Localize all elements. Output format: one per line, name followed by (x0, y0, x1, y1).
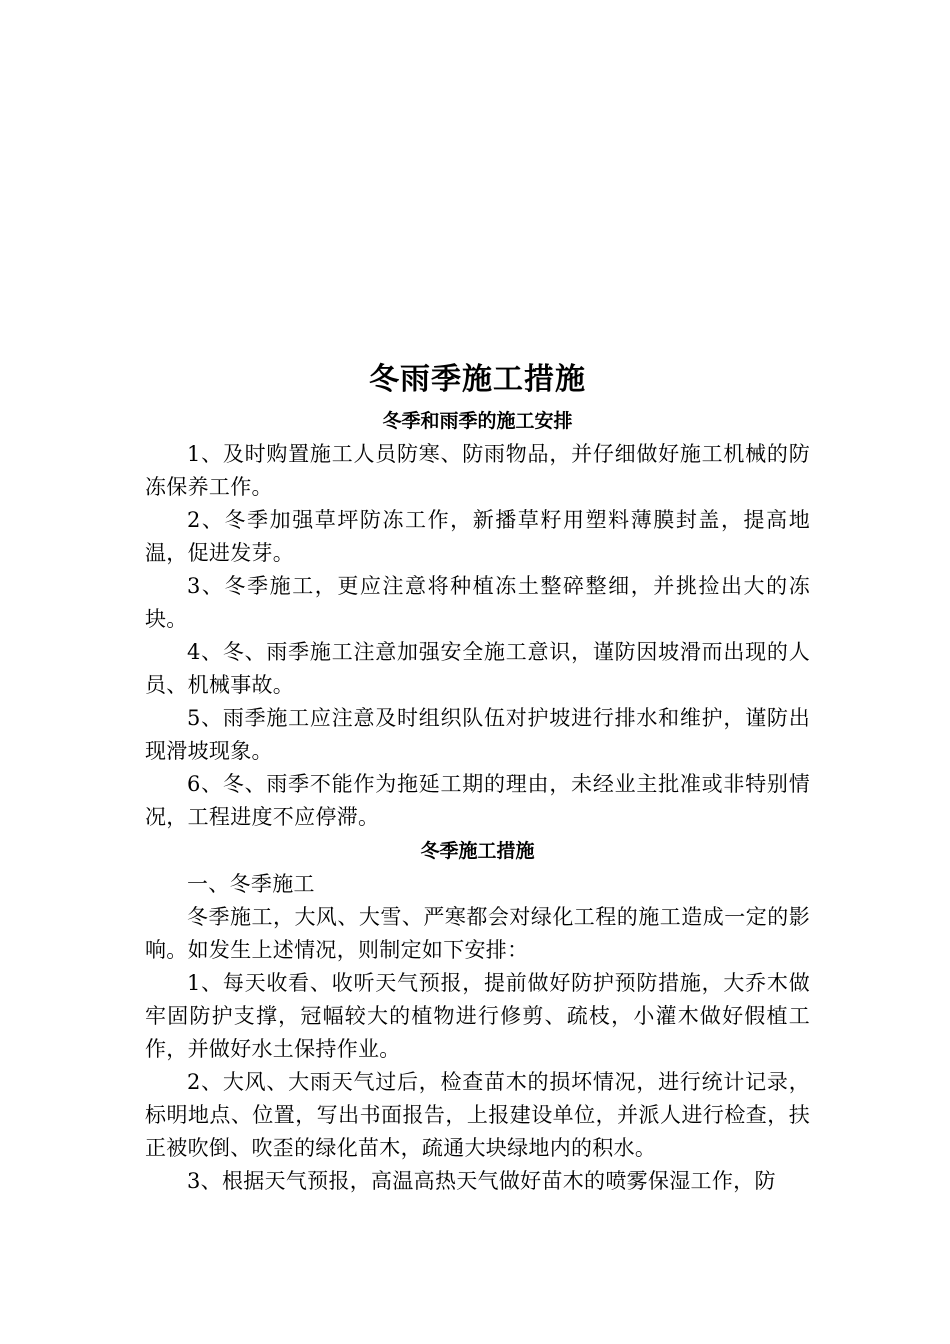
paragraph: 3、根据天气预报，高温高热天气做好苗木的喷雾保湿工作，防 (187, 1169, 776, 1193)
paragraph: 一、冬季施工 (187, 872, 315, 896)
paragraph: 1、及时购置施工人员防寒、防雨物品，并仔细做好施工机械的防冻保养工作。 (145, 442, 810, 499)
paragraph: 1、每天收看、收听天气预报，提前做好防护预防措施，大乔木做牢固防护支撑，冠幅较大的植物进行修剪、疏枝，小灌木做好假植工作，并做好水土保持作业。 (145, 971, 810, 1061)
paragraph: 4、冬、雨季施工注意加强安全施工意识，谨防因坡滑而出现的人员、机械事故。 (145, 640, 810, 697)
paragraph: 2、大风、大雨天气过后，检查苗木的损坏情况，进行统计记录，标明地点、位置，写出书面报告，上报建设单位，并派人进行检查，扶正被吹倒、吹歪的绿化苗木，疏通大块绿地内的积水。 (145, 1070, 810, 1160)
document-title: 冬雨季施工措施 (369, 362, 586, 397)
paragraph: 冬季施工，大风、大雪、严寒都会对绿化工程的施工造成一定的影响。如发生上述情况，则制定如下安排： (145, 905, 810, 962)
section-heading-winter-measures: 冬季施工措施 (420, 840, 535, 862)
paragraph: 3、冬季施工，更应注意将种植冻土整碎整细，并挑捡出大的冻块。 (145, 574, 810, 631)
paragraph: 6、冬、雨季不能作为拖延工期的理由，未经业主批准或非特别情况，工程进度不应停滞。 (145, 772, 810, 829)
section-heading-arrangement: 冬季和雨季的施工安排 (382, 410, 573, 432)
paragraph: 2、冬季加强草坪防冻工作，新播草籽用塑料薄膜封盖，提高地温，促进发芽。 (145, 508, 810, 565)
paragraph: 5、雨季施工应注意及时组织队伍对护坡进行排水和维护，谨防出现滑坡现象。 (145, 706, 810, 763)
document-body (145, 356, 810, 1198)
